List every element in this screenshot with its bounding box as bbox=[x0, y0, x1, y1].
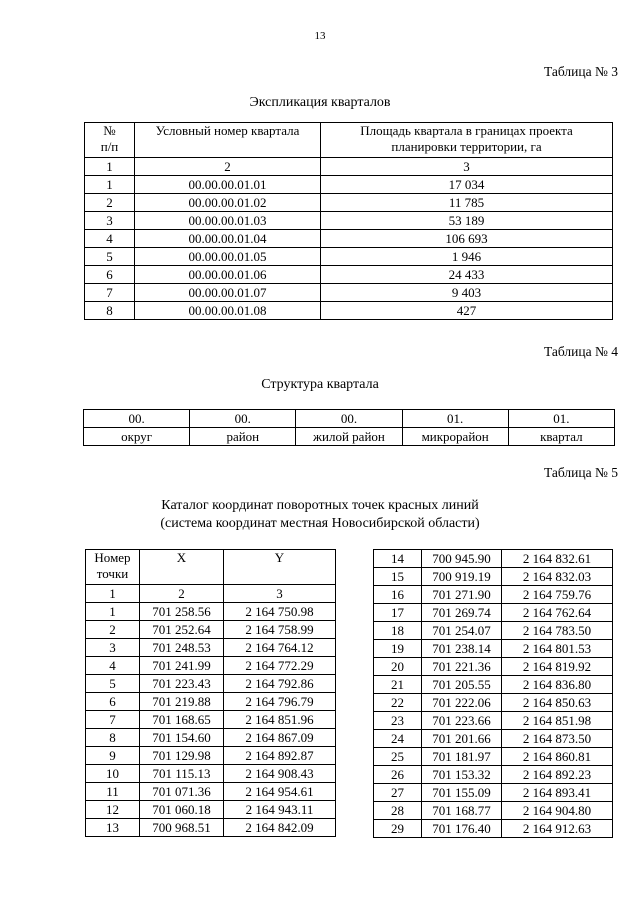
x-coordinate-cell: 701 258.56 bbox=[140, 603, 224, 621]
x-coordinate-cell: 701 168.77 bbox=[422, 802, 502, 820]
x-coordinate-cell: 701 238.14 bbox=[422, 640, 502, 658]
point-number-cell: 22 bbox=[374, 694, 422, 712]
structure-codes-row bbox=[84, 410, 615, 428]
table-row bbox=[374, 694, 613, 712]
point-number-cell: 4 bbox=[86, 657, 140, 675]
header-area-line1: Площадь квартала в границах проекта bbox=[360, 123, 573, 138]
point-number-cell: 6 bbox=[86, 693, 140, 711]
y-coordinate-cell: 2 164 904.80 bbox=[502, 802, 613, 820]
y-coordinate-cell: 2 164 851.96 bbox=[224, 711, 336, 729]
point-number-cell: 27 bbox=[374, 784, 422, 802]
table-row bbox=[86, 603, 336, 621]
row-number-cell: 6 bbox=[85, 266, 135, 284]
table-row bbox=[86, 639, 336, 657]
point-number-cell: 19 bbox=[374, 640, 422, 658]
table-row bbox=[85, 176, 613, 194]
point-number-cell: 17 bbox=[374, 604, 422, 622]
table-row bbox=[374, 802, 613, 820]
table-header-row bbox=[85, 123, 613, 158]
header-area-line2: планировки территории, га bbox=[391, 139, 542, 154]
point-number-cell: 25 bbox=[374, 748, 422, 766]
table-row bbox=[374, 622, 613, 640]
x-coordinate-cell: 701 129.98 bbox=[140, 747, 224, 765]
structure-code-cell: 00. bbox=[84, 410, 190, 428]
x-coordinate-cell: 701 181.97 bbox=[422, 748, 502, 766]
x-coordinate-cell: 701 154.60 bbox=[140, 729, 224, 747]
point-number-cell: 5 bbox=[86, 675, 140, 693]
block-area-cell: 24 433 bbox=[321, 266, 613, 284]
structure-code-cell: 00. bbox=[190, 410, 296, 428]
y-coordinate-cell: 2 164 836.80 bbox=[502, 676, 613, 694]
row-number-cell: 1 bbox=[85, 176, 135, 194]
x-coordinate-cell: 701 155.09 bbox=[422, 784, 502, 802]
table-row bbox=[374, 586, 613, 604]
table-row bbox=[85, 212, 613, 230]
y-coordinate-cell: 2 164 842.09 bbox=[224, 819, 336, 837]
block-area-cell: 9 403 bbox=[321, 284, 613, 302]
x-coordinate-cell: 701 221.36 bbox=[422, 658, 502, 676]
table-row bbox=[86, 693, 336, 711]
point-number-cell: 7 bbox=[86, 711, 140, 729]
x-coordinate-cell: 701 176.40 bbox=[422, 820, 502, 838]
table-row bbox=[86, 621, 336, 639]
point-number-cell: 20 bbox=[374, 658, 422, 676]
point-number-cell: 16 bbox=[374, 586, 422, 604]
table-row bbox=[374, 640, 613, 658]
table-row bbox=[374, 766, 613, 784]
y-coordinate-cell: 2 164 764.12 bbox=[224, 639, 336, 657]
x-coordinate-cell: 701 241.99 bbox=[140, 657, 224, 675]
row-number-cell: 5 bbox=[85, 248, 135, 266]
structure-labels-row bbox=[84, 428, 615, 446]
y-coordinate-cell: 2 164 908.43 bbox=[224, 765, 336, 783]
structure-label-cell: округ bbox=[84, 428, 190, 446]
x-coordinate-cell: 701 168.65 bbox=[140, 711, 224, 729]
table5-caption: Таблица № 5 bbox=[544, 465, 618, 480]
point-number-cell: 26 bbox=[374, 766, 422, 784]
x-coordinate-cell: 701 254.07 bbox=[422, 622, 502, 640]
col-number-cell: 3 bbox=[224, 585, 336, 603]
x-coordinate-cell: 701 223.66 bbox=[422, 712, 502, 730]
structure-code-cell: 00. bbox=[296, 410, 402, 428]
table-row bbox=[86, 765, 336, 783]
column-numbers-row bbox=[85, 158, 613, 176]
point-number-cell: 9 bbox=[86, 747, 140, 765]
table-row bbox=[86, 819, 336, 837]
point-number-cell: 18 bbox=[374, 622, 422, 640]
y-coordinate-cell: 2 164 758.99 bbox=[224, 621, 336, 639]
block-area-cell: 53 189 bbox=[321, 212, 613, 230]
header-number-line2: п/п bbox=[100, 139, 119, 154]
y-coordinate-cell: 2 164 892.23 bbox=[502, 766, 613, 784]
table-row bbox=[86, 675, 336, 693]
x-coordinate-cell: 701 271.90 bbox=[422, 586, 502, 604]
col-number-cell: 1 bbox=[86, 585, 140, 603]
block-area-cell: 11 785 bbox=[321, 194, 613, 212]
block-number-cell: 00.00.00.01.08 bbox=[135, 302, 321, 320]
x-coordinate-cell: 701 060.18 bbox=[140, 801, 224, 819]
header-number-cell bbox=[85, 123, 135, 158]
x-coordinate-cell: 700 945.90 bbox=[422, 550, 502, 568]
table-header-row bbox=[86, 550, 336, 585]
y-coordinate-cell: 2 164 750.98 bbox=[224, 603, 336, 621]
table5-title-line1: Каталог координат поворотных точек красных линий bbox=[161, 498, 479, 513]
y-coordinate-cell: 2 164 819.92 bbox=[502, 658, 613, 676]
table-row bbox=[374, 676, 613, 694]
structure-code-cell: 01. bbox=[508, 410, 614, 428]
table-row bbox=[85, 284, 613, 302]
block-area-cell: 1 946 bbox=[321, 248, 613, 266]
table-row bbox=[85, 230, 613, 248]
point-number-cell: 13 bbox=[86, 819, 140, 837]
coordinates-table-right bbox=[373, 549, 613, 838]
x-coordinate-cell: 700 968.51 bbox=[140, 819, 224, 837]
row-number-cell: 3 bbox=[85, 212, 135, 230]
table-row bbox=[374, 568, 613, 586]
row-number-cell: 8 bbox=[85, 302, 135, 320]
y-coordinate-cell: 2 164 783.50 bbox=[502, 622, 613, 640]
header-area-cell bbox=[321, 123, 613, 158]
point-number-cell: 1 bbox=[86, 603, 140, 621]
table-row bbox=[374, 604, 613, 622]
header-point-line1: Номер bbox=[94, 550, 131, 565]
structure-code-cell: 01. bbox=[402, 410, 508, 428]
structure-label-cell: микрорайон bbox=[402, 428, 508, 446]
block-area-cell: 106 693 bbox=[321, 230, 613, 248]
table-row bbox=[85, 266, 613, 284]
block-number-cell: 00.00.00.01.03 bbox=[135, 212, 321, 230]
block-number-cell: 00.00.00.01.01 bbox=[135, 176, 321, 194]
table-row bbox=[85, 248, 613, 266]
table-row bbox=[86, 801, 336, 819]
y-coordinate-cell: 2 164 893.41 bbox=[502, 784, 613, 802]
table5-title-line2: (система координат местная Новосибирской области) bbox=[160, 516, 480, 531]
point-number-cell: 10 bbox=[86, 765, 140, 783]
block-number-cell: 00.00.00.01.05 bbox=[135, 248, 321, 266]
x-coordinate-cell: 701 219.88 bbox=[140, 693, 224, 711]
col-number-cell: 2 bbox=[135, 158, 321, 176]
x-coordinate-cell: 701 201.66 bbox=[422, 730, 502, 748]
header-number-line1: № bbox=[103, 123, 116, 138]
x-coordinate-cell: 701 115.13 bbox=[140, 765, 224, 783]
col-number-cell: 2 bbox=[140, 585, 224, 603]
point-number-cell: 15 bbox=[374, 568, 422, 586]
table-row bbox=[86, 657, 336, 675]
block-area-cell: 427 bbox=[321, 302, 613, 320]
table3-caption: Таблица № 3 bbox=[544, 64, 618, 79]
table3-title: Экспликация кварталов bbox=[249, 95, 391, 110]
point-number-cell: 3 bbox=[86, 639, 140, 657]
y-coordinate-cell: 2 164 759.76 bbox=[502, 586, 613, 604]
table-row bbox=[374, 550, 613, 568]
page-number: 13 bbox=[314, 30, 326, 42]
y-coordinate-cell: 2 164 851.98 bbox=[502, 712, 613, 730]
y-coordinate-cell: 2 164 796.79 bbox=[224, 693, 336, 711]
block-number-cell: 00.00.00.01.02 bbox=[135, 194, 321, 212]
table-row bbox=[374, 730, 613, 748]
table4-caption: Таблица № 4 bbox=[544, 344, 618, 359]
y-coordinate-cell: 2 164 801.53 bbox=[502, 640, 613, 658]
x-coordinate-cell: 701 252.64 bbox=[140, 621, 224, 639]
blocks-explication-table bbox=[84, 122, 613, 320]
point-number-cell: 24 bbox=[374, 730, 422, 748]
block-structure-table bbox=[83, 409, 615, 446]
point-number-cell: 11 bbox=[86, 783, 140, 801]
point-number-cell: 8 bbox=[86, 729, 140, 747]
structure-label-cell: квартал bbox=[508, 428, 614, 446]
table-row bbox=[86, 747, 336, 765]
y-coordinate-cell: 2 164 943.11 bbox=[224, 801, 336, 819]
point-number-cell: 12 bbox=[86, 801, 140, 819]
y-coordinate-cell: 2 164 912.63 bbox=[502, 820, 613, 838]
x-coordinate-cell: 701 223.43 bbox=[140, 675, 224, 693]
x-coordinate-cell: 701 248.53 bbox=[140, 639, 224, 657]
table-row bbox=[86, 729, 336, 747]
table-row bbox=[374, 784, 613, 802]
column-numbers-row bbox=[86, 585, 336, 603]
y-coordinate-cell: 2 164 772.29 bbox=[224, 657, 336, 675]
y-coordinate-cell: 2 164 867.09 bbox=[224, 729, 336, 747]
col-number-cell: 3 bbox=[321, 158, 613, 176]
x-coordinate-cell: 701 269.74 bbox=[422, 604, 502, 622]
row-number-cell: 2 bbox=[85, 194, 135, 212]
point-number-cell: 28 bbox=[374, 802, 422, 820]
y-coordinate-cell: 2 164 850.63 bbox=[502, 694, 613, 712]
y-coordinate-cell: 2 164 892.87 bbox=[224, 747, 336, 765]
row-number-cell: 4 bbox=[85, 230, 135, 248]
header-y-cell: Y bbox=[224, 550, 336, 585]
block-number-cell: 00.00.00.01.04 bbox=[135, 230, 321, 248]
y-coordinate-cell: 2 164 792.86 bbox=[224, 675, 336, 693]
x-coordinate-cell: 700 919.19 bbox=[422, 568, 502, 586]
block-number-cell: 00.00.00.01.07 bbox=[135, 284, 321, 302]
y-coordinate-cell: 2 164 832.61 bbox=[502, 550, 613, 568]
y-coordinate-cell: 2 164 762.64 bbox=[502, 604, 613, 622]
header-x-cell: X bbox=[140, 550, 224, 585]
y-coordinate-cell: 2 164 873.50 bbox=[502, 730, 613, 748]
table-row bbox=[374, 712, 613, 730]
block-number-cell: 00.00.00.01.06 bbox=[135, 266, 321, 284]
table-row bbox=[374, 658, 613, 676]
table-row bbox=[374, 820, 613, 838]
header-point-line2: точки bbox=[96, 566, 129, 581]
table-row bbox=[85, 194, 613, 212]
x-coordinate-cell: 701 222.06 bbox=[422, 694, 502, 712]
x-coordinate-cell: 701 205.55 bbox=[422, 676, 502, 694]
point-number-cell: 2 bbox=[86, 621, 140, 639]
point-number-cell: 21 bbox=[374, 676, 422, 694]
table-row bbox=[86, 783, 336, 801]
y-coordinate-cell: 2 164 860.81 bbox=[502, 748, 613, 766]
header-point-number-cell bbox=[86, 550, 140, 585]
y-coordinate-cell: 2 164 954.61 bbox=[224, 783, 336, 801]
coordinates-table-left bbox=[85, 549, 336, 837]
header-block-number-cell: Условный номер квартала bbox=[135, 123, 321, 158]
point-number-cell: 23 bbox=[374, 712, 422, 730]
structure-label-cell: жилой район bbox=[296, 428, 402, 446]
structure-label-cell: район bbox=[190, 428, 296, 446]
y-coordinate-cell: 2 164 832.03 bbox=[502, 568, 613, 586]
x-coordinate-cell: 701 071.36 bbox=[140, 783, 224, 801]
table4-title: Структура квартала bbox=[261, 377, 379, 392]
row-number-cell: 7 bbox=[85, 284, 135, 302]
col-number-cell: 1 bbox=[85, 158, 135, 176]
point-number-cell: 29 bbox=[374, 820, 422, 838]
x-coordinate-cell: 701 153.32 bbox=[422, 766, 502, 784]
block-area-cell: 17 034 bbox=[321, 176, 613, 194]
table-row bbox=[374, 748, 613, 766]
point-number-cell: 14 bbox=[374, 550, 422, 568]
table-row bbox=[86, 711, 336, 729]
table-row bbox=[85, 302, 613, 320]
